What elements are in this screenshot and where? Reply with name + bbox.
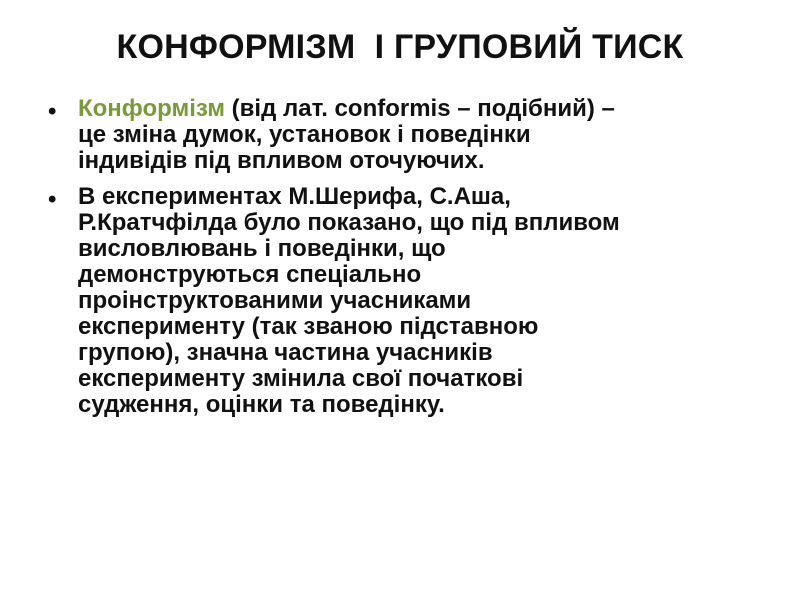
bullet-list: [48, 96, 748, 428]
bullet-dot-icon: •: [48, 186, 57, 213]
slide-title: КОНФОРМІЗМ І ГРУПОВИЙ ТИСК: [116, 28, 684, 66]
bullet-dot-icon: •: [48, 98, 57, 125]
bullet-item-experiments: [48, 184, 748, 418]
bullet-item-conformism: [48, 96, 748, 174]
bullet-text: [78, 96, 748, 174]
definition-text: (від лат. conformis – подібний) – це зміна думок, установок і поведінки індивідів під впливом оточуючих.: [78, 95, 615, 174]
highlighted-term: Конформізм: [78, 95, 225, 122]
experiment-text: В експериментах М.Шерифа, С.Аша, Р.Кратчфілда було показано, що під впливом висловлювань і поведінки, що демонструються спеціально проінструктованими учасниками експерименту (так званою підставною групою), значна частина учасників експерименту змінила свої початкові судження, оцінки та поведінку.: [78, 183, 620, 418]
